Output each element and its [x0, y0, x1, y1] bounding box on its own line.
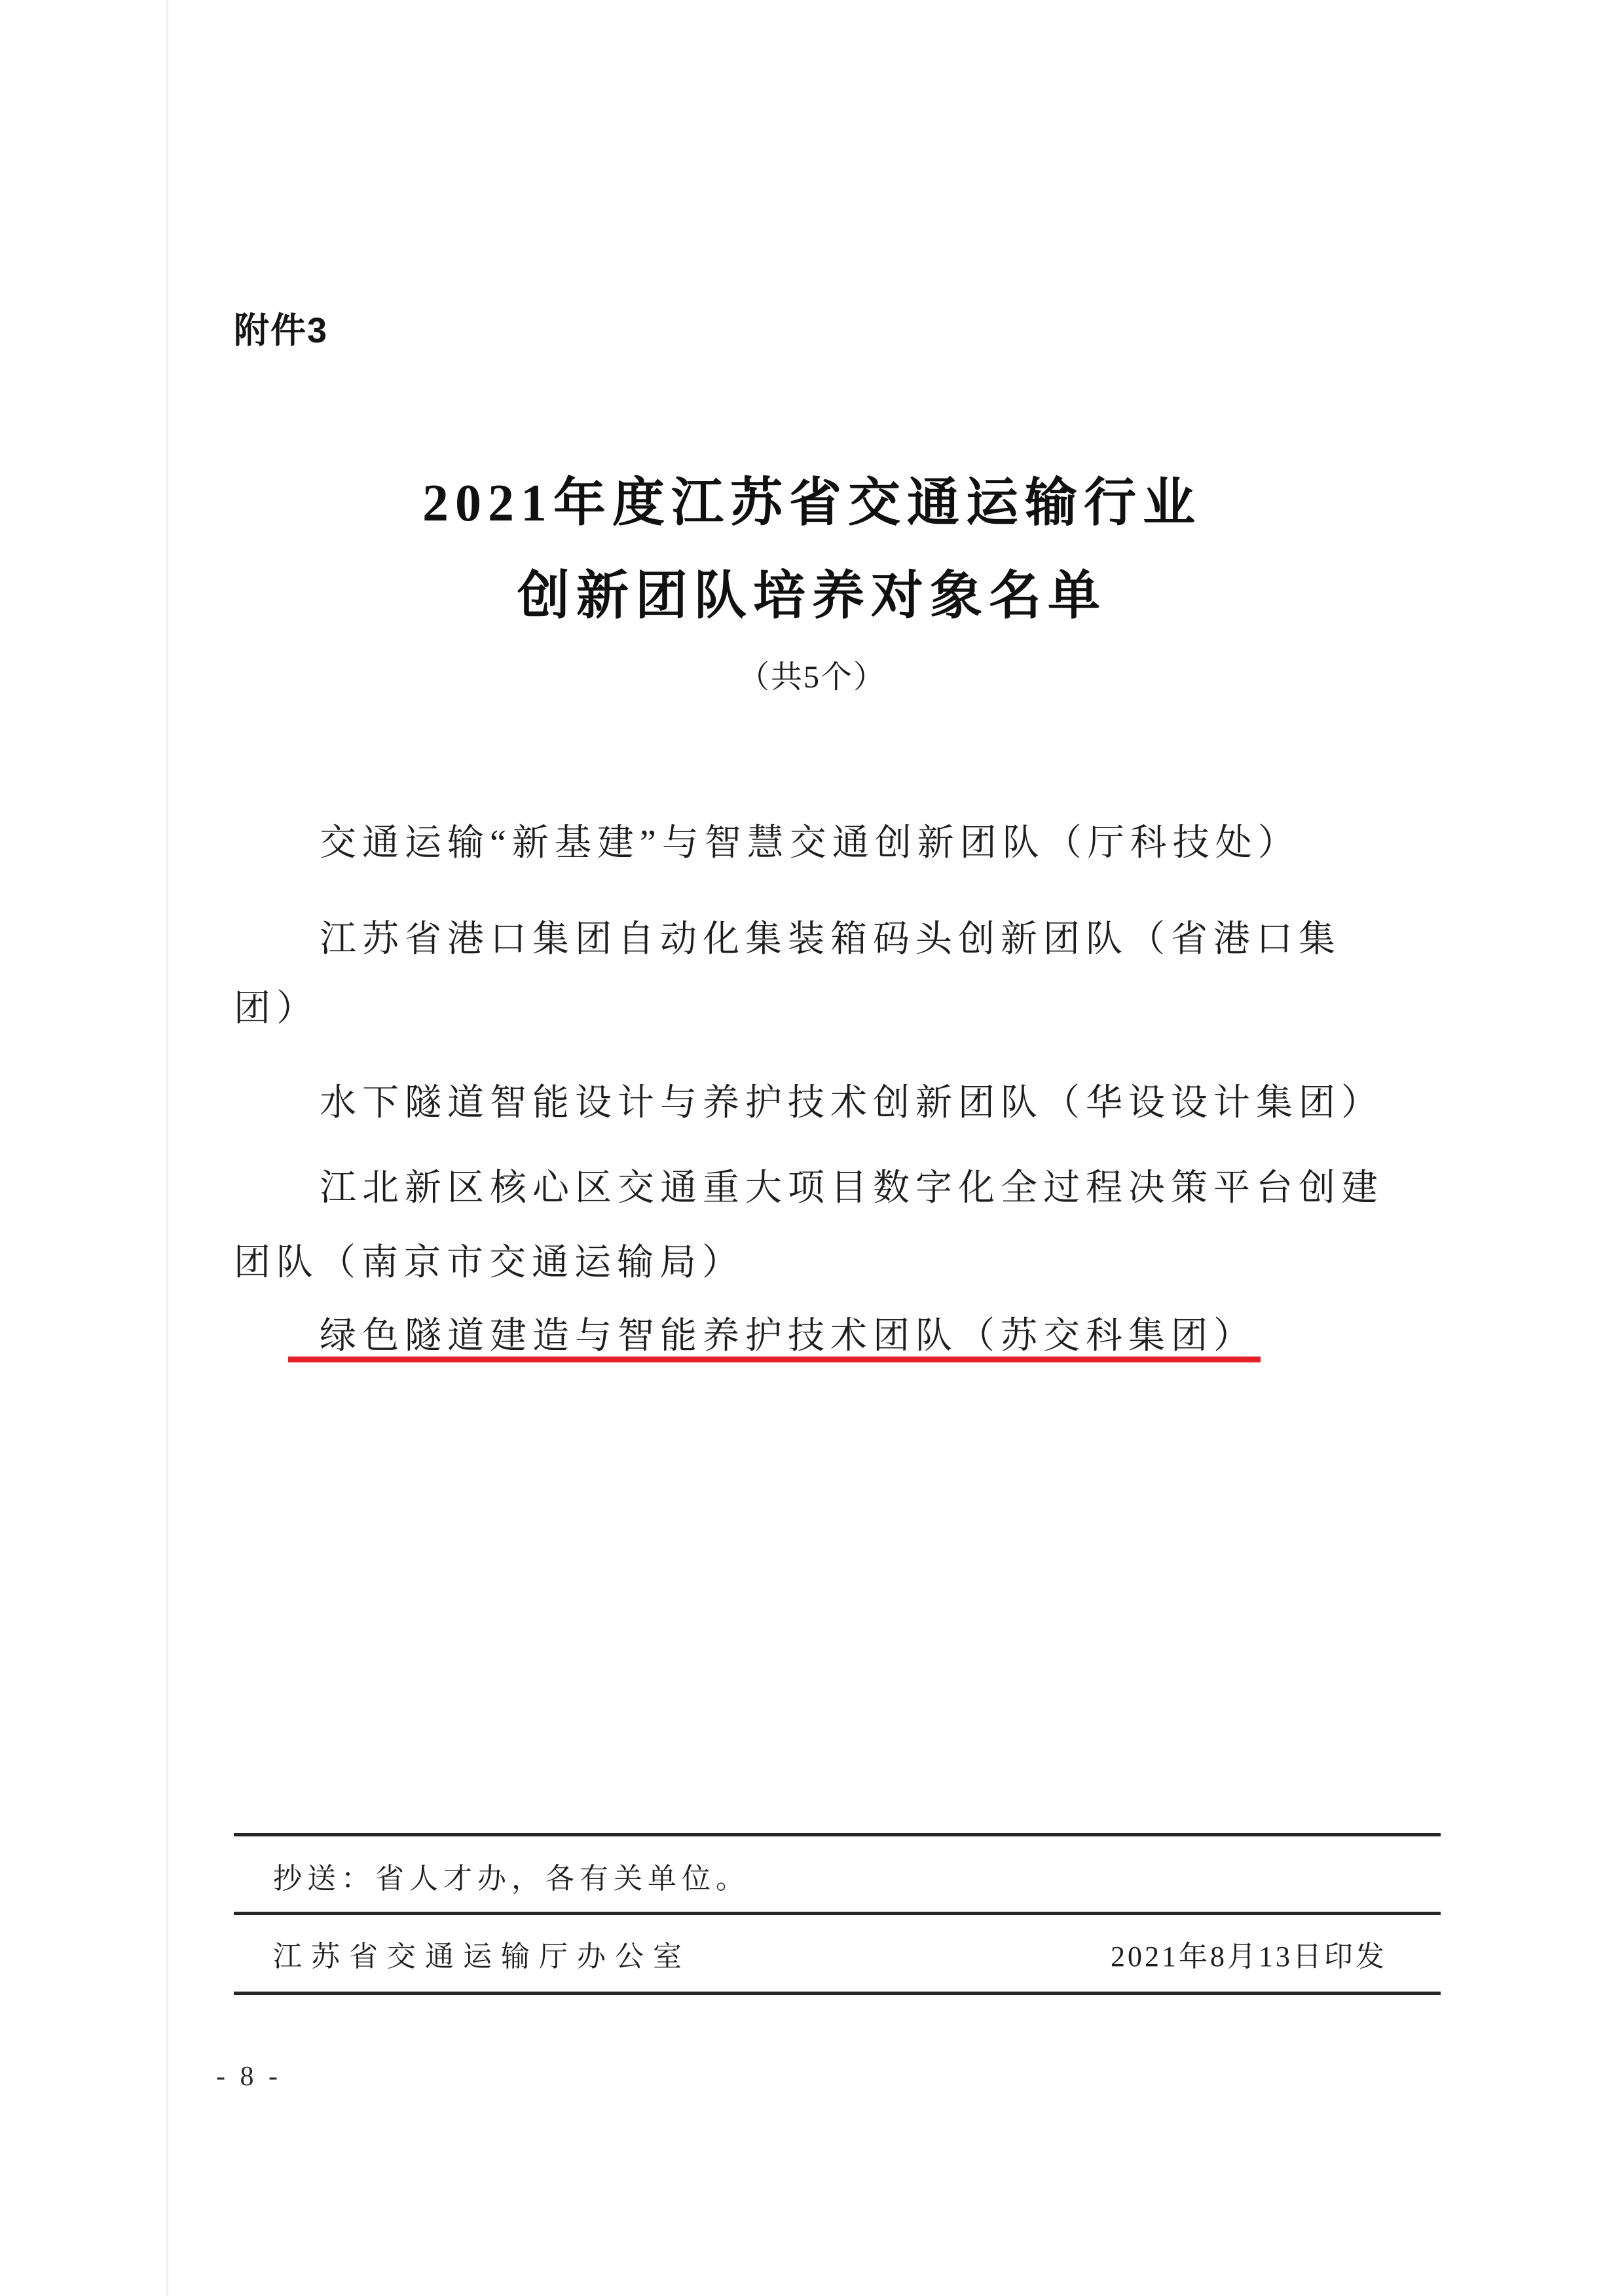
team-list-line-highlighted: 绿色隧道建造与智能养护技术团队（苏交科集团）	[320, 1316, 1256, 1357]
footer-divider-bottom	[234, 1992, 1441, 1995]
footer-divider-middle	[234, 1912, 1441, 1915]
team-list-line: 交通运输“新基建”与智慧交通创新团队（厅科技处）	[320, 823, 1301, 864]
page-number: - 8 -	[216, 2062, 282, 2092]
document-title-line-1: 2021年度江苏省交通运输行业	[422, 475, 1202, 532]
document-title-line-2: 创新团队培养对象名单	[517, 568, 1107, 625]
red-underline-annotation	[288, 1357, 1261, 1362]
attachment-label: 附件3	[234, 311, 329, 350]
team-list-line: 江苏省港口集团自动化集装箱码头创新团队（省港口集	[320, 919, 1341, 960]
team-list-line-continuation: 团队（南京市交通运输局）	[234, 1243, 745, 1283]
team-list-line: 水下隧道智能设计与养护技术创新团队（华设设计集团）	[320, 1083, 1384, 1123]
team-list-line: 江北新区核心区交通重大项目数字化全过程决策平台创建	[320, 1168, 1384, 1209]
issuing-office: 江苏省交通运输厅办公室	[273, 1941, 691, 1973]
scan-edge-artifact	[166, 0, 168, 2296]
document-subtitle-count: （共5个）	[737, 660, 886, 695]
cc-line: 抄送：省人才办，各有关单位。	[273, 1863, 750, 1895]
footer-divider-top	[234, 1833, 1441, 1836]
print-date: 2021年8月13日印发	[1111, 1941, 1387, 1973]
team-list-line-continuation: 团）	[234, 989, 319, 1029]
